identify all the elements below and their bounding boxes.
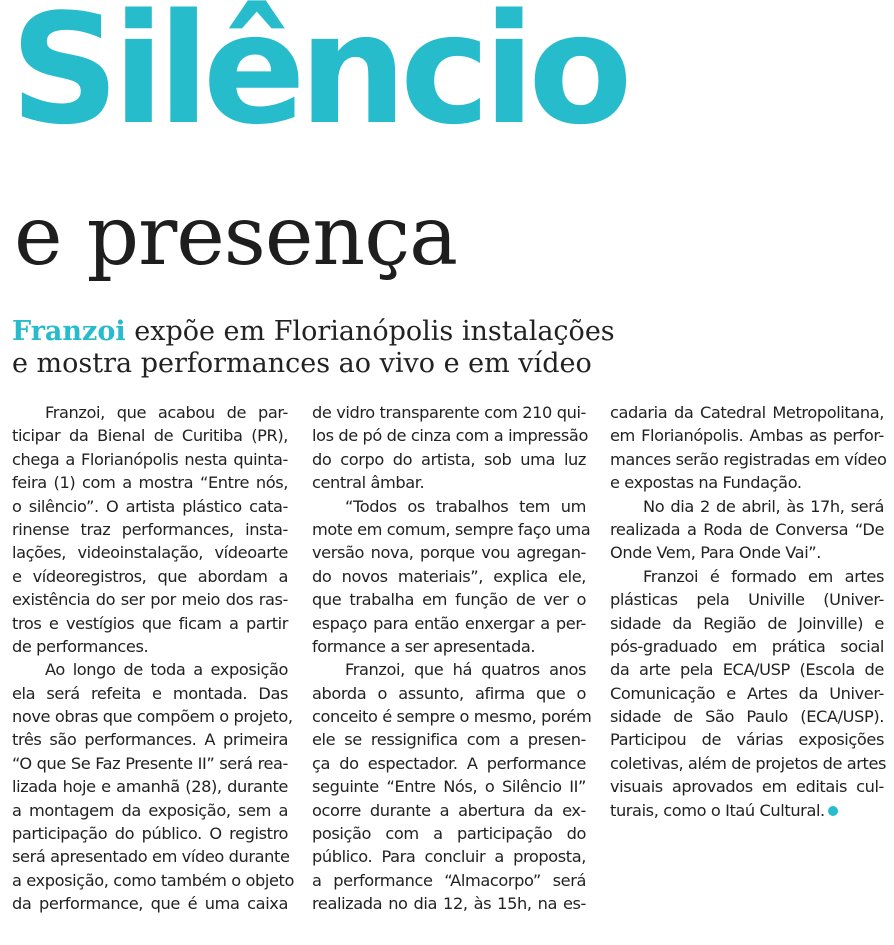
headline: Silêncio	[10, 0, 626, 158]
deck-line-1-rest: expõe em Florianópolis instalações	[134, 316, 615, 347]
column-line: conceito é sempre o mesmo, porém	[312, 707, 592, 727]
column-line: e vídeoregistros, que abordam a	[12, 566, 288, 586]
column-line: Ao longo de toda a exposição	[45, 660, 288, 680]
column-line: espaço para então enxergar a per-	[312, 613, 586, 633]
column-line: a exposição, como também o objeto	[12, 870, 294, 890]
column-line: Participou de várias exposições	[610, 730, 884, 750]
column-line: chega a Florianópolis nesta quinta-	[12, 449, 288, 469]
column-line: visuais aprovados em editais cul-	[610, 777, 884, 797]
column-line: posição com a participação do	[312, 824, 586, 844]
deck-line-1	[12, 316, 892, 348]
column-line: do novos materiais”, explica ele,	[312, 566, 586, 586]
last-line-text: turais, como o Itaú Cultural.	[610, 800, 825, 820]
column-line: do corpo do artista, sob uma luz	[312, 449, 586, 469]
column-line: participação do público. O registro	[12, 824, 288, 844]
article-column-1	[12, 401, 294, 916]
column-line: feira (1) com a mostra “Entre nós,	[12, 473, 288, 493]
column-line: o silêncio”. O artista plástico cata-	[12, 496, 288, 516]
column-line: será apresentado em vídeo durante	[12, 847, 290, 867]
column-line: de performances.	[12, 636, 149, 656]
artist-name: Franzoi	[12, 316, 126, 347]
column-line: mances serão registradas em vídeo	[610, 449, 887, 469]
column-line: lações, videoinstalação, vídeoarte	[12, 543, 288, 563]
column-line: ela será refeita e montada. Das	[12, 683, 288, 703]
column-line: sidade de São Paulo (ECA/USP).	[610, 707, 884, 727]
column-line: seguinte “Entre Nós, o Silêncio II”	[312, 777, 586, 797]
article-column-3	[610, 401, 887, 822]
column-line: ele se ressignifica com a presen-	[312, 730, 586, 750]
column-line: a montagem da exposição, sem a	[12, 800, 288, 820]
column-line: realizada no dia 12, às 15h, na es-	[312, 894, 586, 914]
column-line: existência do ser por meio dos ras-	[12, 590, 288, 610]
column-line: lizada hoje e amanhã (28), durante	[12, 777, 288, 797]
column-line: três são performances. A primeira	[12, 730, 288, 750]
column-line: em Florianópolis. Ambas as perfor-	[610, 426, 884, 446]
column-line: aborda o assunto, afirma que o	[312, 683, 586, 703]
column-line: tros e vestígios que ficam a partir	[12, 613, 288, 633]
column-line: Franzoi, que acabou de par-	[45, 403, 288, 422]
column-line: coletivas, além de projetos de artes	[610, 753, 887, 773]
column-line: sidade da Região de Joinville) e	[610, 613, 884, 633]
column-line: da performance, que é uma caixa	[12, 894, 288, 914]
column-line: Comunicação e Artes da Univer-	[610, 683, 884, 703]
column-line: formance a ser apresentada.	[312, 636, 536, 656]
column-line: plásticas pela Univille (Univer-	[610, 590, 884, 610]
column-line: No dia 2 de abril, às 17h, será	[643, 496, 884, 516]
column-line: que trabalha em função de ver o	[312, 590, 586, 610]
column-line: mote em comum, sempre faço uma	[312, 519, 591, 539]
column-line: Franzoi é formado em artes	[643, 566, 884, 586]
column-line: realizada a Roda de Conversa “De	[610, 519, 884, 539]
column-line: da arte pela ECA/USP (Escola de	[610, 660, 884, 680]
column-line: central âmbar.	[312, 473, 425, 493]
column-line: “Todos os trabalhos tem um	[345, 496, 586, 516]
column-line: nove obras que compõem o projeto,	[12, 707, 293, 727]
column-line: de vidro transparente com 210 qui-	[312, 403, 586, 422]
column-line: a performance “Almacorpo” será	[312, 870, 586, 890]
column-line: pós-graduado em prática social	[610, 636, 884, 656]
column-line: ça do espectador. A performance	[312, 753, 586, 773]
deck-line-2: e mostra performances ao vivo e em vídeo	[12, 348, 592, 379]
article-column-2	[312, 401, 592, 916]
column-line	[610, 799, 884, 822]
column-line: ticipar da Bienal de Curitiba (PR),	[12, 426, 288, 446]
column-line: Franzoi, que há quatros anos	[345, 660, 586, 680]
deck	[12, 316, 892, 380]
column-line: Onde Vem, Para Onde Vai”.	[610, 543, 822, 563]
end-mark-icon	[828, 806, 838, 816]
column-line: los de pó de cinza com a impressão	[312, 426, 588, 446]
column-line: ocorre durante a abertura da ex-	[312, 800, 586, 820]
column-line: versão nova, porque vou agregan-	[312, 543, 586, 563]
column-line: e expostas na Fundação.	[610, 473, 802, 493]
column-line: público. Para concluir a proposta,	[312, 847, 586, 867]
column-line: “O que Se Faz Presente II” será rea-	[12, 753, 288, 773]
column-line: cadaria da Catedral Metropolitana,	[610, 403, 884, 422]
subheadline: e presença	[14, 189, 458, 284]
column-line: rinense traz performances, insta-	[12, 519, 288, 539]
